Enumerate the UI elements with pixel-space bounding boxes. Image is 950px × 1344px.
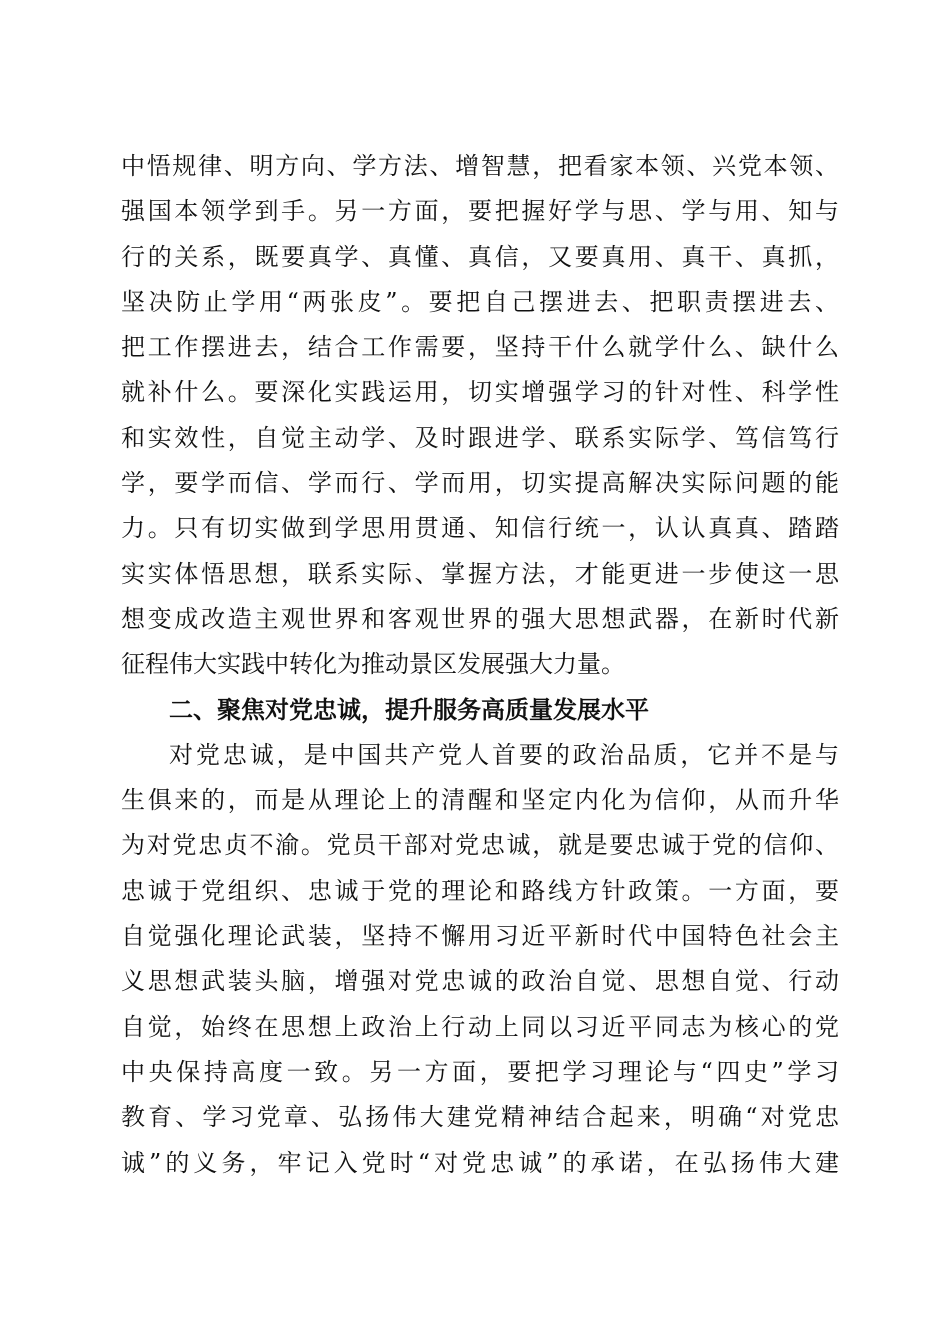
text-line: 和实效性，自觉主动学、及时跟进学、联系实际学、笃信笃行 (121, 423, 839, 452)
text-line: 对党忠诚，是中国共产党人首要的政治品质，它并不是与 (169, 740, 839, 769)
section-heading: 二、聚焦对党忠诚，提升服务高质量发展水平 (169, 695, 649, 724)
text-line: 想变成改造主观世界和客观世界的强大思想武器，在新时代新 (121, 604, 839, 633)
text-line: 征程伟大实践中转化为推动景区发展强大力量。 (121, 650, 625, 679)
text-line: 自觉，始终在思想上政治上行动上同以习近平同志为核心的党 (121, 1012, 839, 1041)
text-line: 为对党忠贞不渝。党员干部对党忠诚，就是要忠诚于党的信仰、 (121, 831, 839, 860)
text-line: 把工作摆进去，结合工作需要，坚持干什么就学什么、缺什么 (121, 333, 839, 362)
paragraph-loyalty (121, 733, 839, 1186)
document-body (121, 144, 839, 1186)
text-line: 生俱来的，而是从理论上的清醒和坚定内化为信仰，从而升华 (121, 786, 839, 815)
paragraph-continued (121, 144, 839, 688)
text-line: 就补什么。要深化实践运用，切实增强学习的针对性、科学性 (121, 378, 839, 407)
text-line: 义思想武装头脑，增强对党忠诚的政治自觉、思想自觉、行动 (121, 967, 839, 996)
text-line: 自觉强化理论武装，坚持不懈用习近平新时代中国特色社会主 (121, 922, 839, 951)
text-line: 忠诚于党组织、忠诚于党的理论和路线方针政策。一方面，要 (121, 876, 839, 905)
text-line: 强国本领学到手。另一方面，要把握好学与思、学与用、知与 (121, 197, 839, 226)
text-line: 实实体悟思想，联系实际、掌握方法，才能更进一步使这一思 (121, 559, 839, 588)
text-line: 中央保持高度一致。另一方面，要把学习理论与“四史”学习 (121, 1057, 839, 1086)
text-line: 中悟规律、明方向、学方法、增智慧，把看家本领、兴党本领、 (121, 152, 839, 180)
text-line: 力。只有切实做到学思用贯通、知信行统一，认认真真、踏踏 (121, 514, 839, 543)
text-line: 诚”的义务，牢记入党时“对党忠诚”的承诺，在弘扬伟大建 (121, 1148, 839, 1177)
text-line: 教育、学习党章、弘扬伟大建党精神结合起来，明确“对党忠 (121, 1103, 839, 1132)
text-line: 坚决防止学用“两张皮”。要把自己摆进去、把职责摆进去、 (121, 287, 839, 316)
text-line: 学，要学而信、学而行、学而用，切实提高解决实际问题的能 (121, 469, 839, 498)
text-line: 行的关系，既要真学、真懂、真信，又要真用、真干、真抓， (121, 242, 839, 271)
